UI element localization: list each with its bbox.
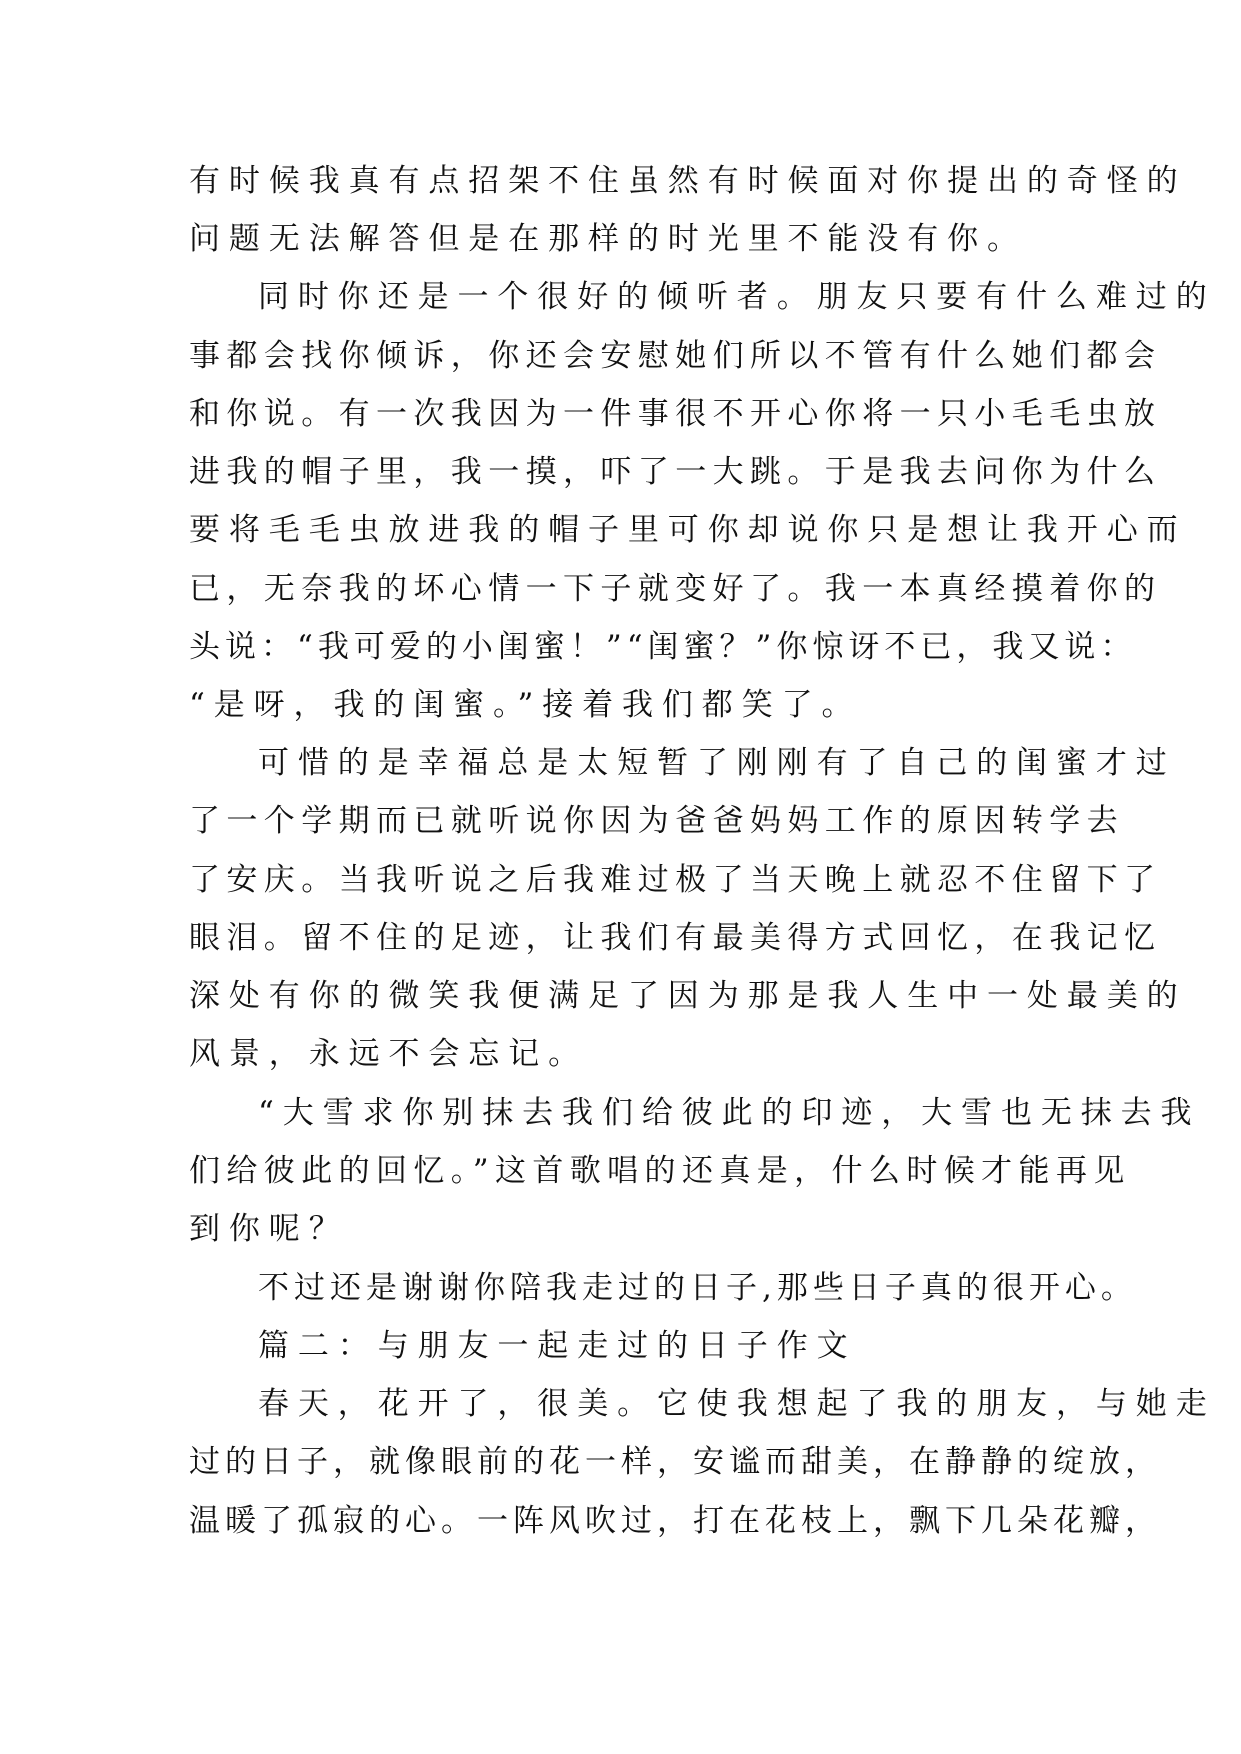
text-line: 到你呢？ bbox=[189, 1211, 349, 1247]
text-line: 头说：“我可爱的小闺蜜！”“闺蜜？”你惊讶不已，我又说： bbox=[189, 629, 1137, 665]
text-line: 春天，花开了，很美。它使我想起了我的朋友，与她走 bbox=[258, 1386, 1216, 1422]
text-line: 可惜的是幸福总是太短暂了刚刚有了自己的闺蜜才过 bbox=[258, 745, 1176, 781]
text-line: 不过还是谢谢你陪我走过的日子,那些日子真的很开心。 bbox=[258, 1270, 1137, 1306]
text-line: 眼泪。留不住的足迹，让我们有最美得方式回忆，在我记忆 bbox=[189, 920, 1162, 956]
text-line: 深处有你的微笑我便满足了因为那是我人生中一处最美的 bbox=[189, 978, 1187, 1014]
text-line: 问题无法解答但是在那样的时光里不能没有你。 bbox=[189, 221, 1027, 257]
text-line: 有时候我真有点招架不住虽然有时候面对你提出的奇怪的 bbox=[189, 163, 1187, 199]
text-line: 事都会找你倾诉，你还会安慰她们所以不管有什么她们都会 bbox=[189, 338, 1162, 374]
text-line: 已，无奈我的坏心情一下子就变好了。我一本真经摸着你的 bbox=[189, 571, 1162, 607]
text-line: “大雪求你别抹去我们给彼此的印迹，大雪也无抹去我 bbox=[258, 1095, 1201, 1131]
text-line: 了一个学期而已就听说你因为爸爸妈妈工作的原因转学去 bbox=[189, 803, 1124, 839]
text-line: 要将毛毛虫放进我的帽子里可你却说你只是想让我开心而 bbox=[189, 512, 1187, 548]
text-line: 进我的帽子里，我一摸，吓了一大跳。于是我去问你为什么 bbox=[189, 454, 1162, 490]
text-line: 风景，永远不会忘记。 bbox=[189, 1036, 588, 1072]
text-line: 和你说。有一次我因为一件事很不开心你将一只小毛毛虫放 bbox=[189, 396, 1162, 432]
text-line: 同时你还是一个很好的倾听者。朋友只要有什么难过的 bbox=[258, 279, 1216, 315]
text-line: 过的日子，就像眼前的花一样，安谧而甜美，在静静的绽放， bbox=[189, 1444, 1161, 1480]
text-line: 篇二：与朋友一起走过的日子作文 bbox=[258, 1328, 857, 1364]
text-line: “是呀，我的闺蜜。”接着我们都笑了。 bbox=[189, 687, 862, 723]
text-line: 们给彼此的回忆。”这首歌唱的还真是，什么时候才能再见 bbox=[189, 1153, 1131, 1189]
text-line: 温暖了孤寂的心。一阵风吹过，打在花枝上，飘下几朵花瓣， bbox=[189, 1503, 1161, 1539]
text-line: 了安庆。当我听说之后我难过极了当天晚上就忍不住留下了 bbox=[189, 862, 1162, 898]
